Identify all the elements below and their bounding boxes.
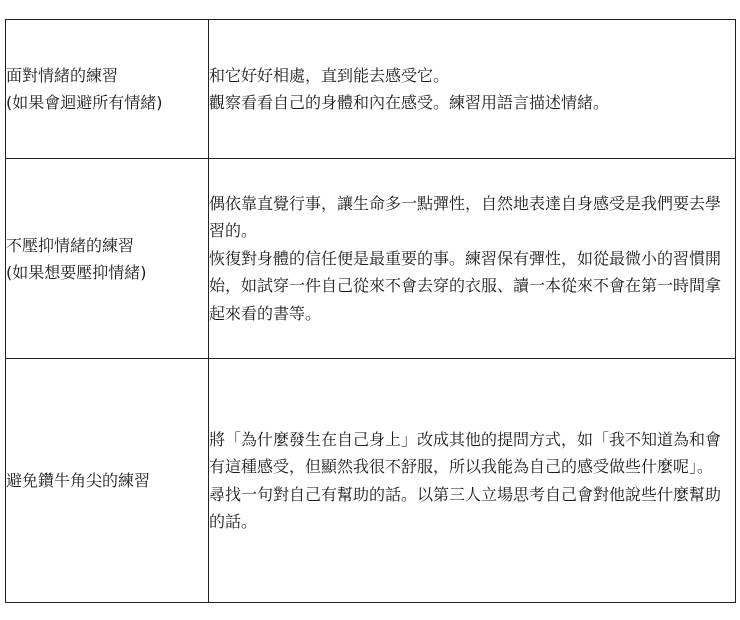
table-row xyxy=(6,159,736,359)
content-cell xyxy=(209,359,736,603)
practice-condition: (如果會迴避所有情緒) xyxy=(6,93,163,112)
content-paragraph: 將「為什麼發生在自己身上」改成其他的提問方式，如「我不知道為和會有這種感受，但顯然我很不舒服，所以我能為自己的感受做些什麼呢」。 xyxy=(209,429,722,476)
practice-title: 避免鑽牛角尖的練習 xyxy=(6,471,151,490)
content-paragraph: 尋找一句對自己有幫助的話。以第三人立場思考自己會對他說些什麼幫助的話。 xyxy=(209,484,722,531)
practice-cell xyxy=(6,20,209,159)
practice-cell xyxy=(6,359,209,603)
content-cell xyxy=(209,20,736,159)
content-paragraph: 和它好好相處，直到能去感受它。 xyxy=(209,65,450,85)
content-paragraph: 觀察看看自己的身體和內在感受。練習用語言描述情緒。 xyxy=(209,93,610,112)
practice-title: 面對情緒的練習 xyxy=(6,66,119,85)
content-paragraph: 偶依靠直覺行事，讓生命多一點彈性，自然地表達自身感受是我們要去學習的。 xyxy=(209,193,722,241)
practice-condition: (如果想要壓抑情緒) xyxy=(6,262,147,282)
table-row xyxy=(6,359,736,603)
practice-cell xyxy=(6,159,209,359)
practice-title: 不壓抑情緒的練習 xyxy=(6,235,135,255)
content-cell xyxy=(209,159,736,359)
emotion-practice-table xyxy=(5,19,736,603)
table-row xyxy=(6,20,736,159)
content-paragraph: 恢復對身體的信任便是最重要的事。練習保有彈性，如從最微小的習慣開始，如試穿一件自己從來不會去穿的衣服、讀一本從來不會在第一時間拿起來看的書等。 xyxy=(209,248,722,323)
